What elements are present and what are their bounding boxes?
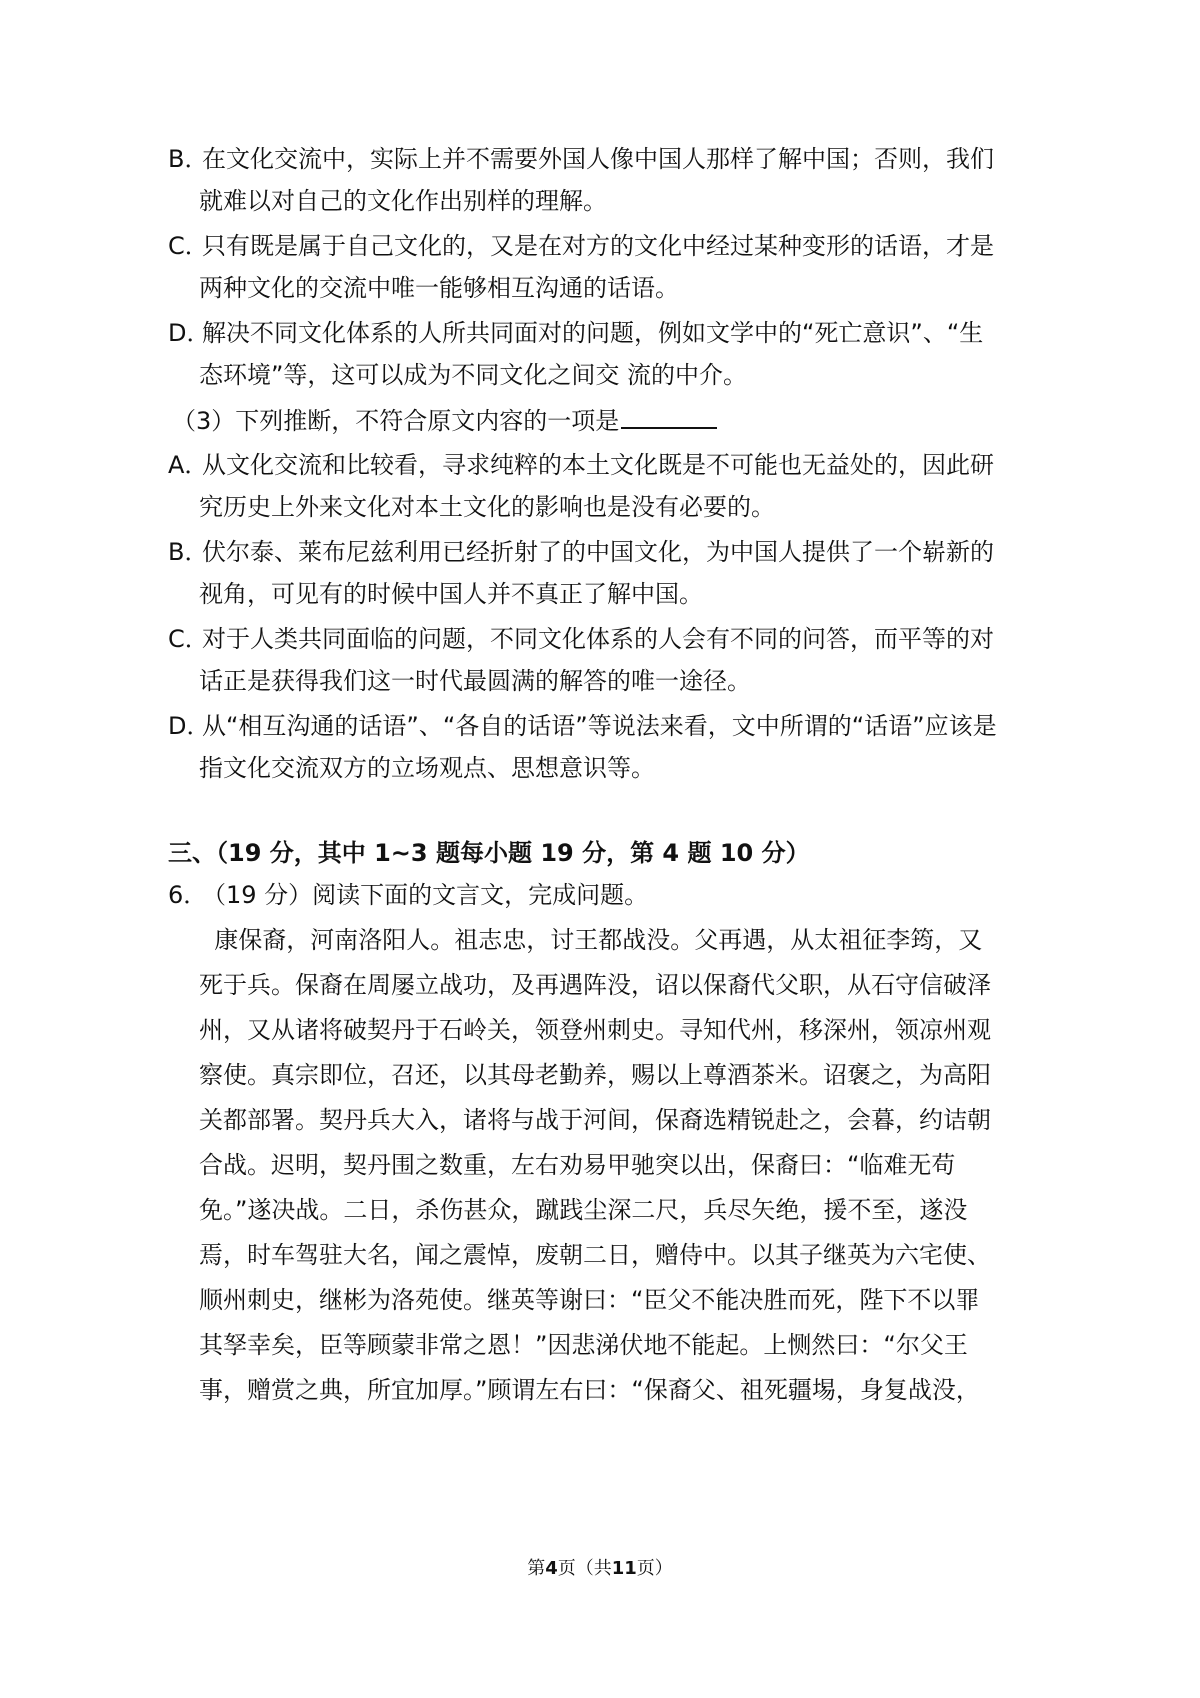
question-6-text: （19 分）阅读下面的文言文，完成问题。	[202, 881, 649, 909]
page-number: 4	[545, 1558, 558, 1579]
option-text: 解决不同文化体系的人所共同面对的问题，例如文学中的“死亡意识”、“生	[202, 319, 984, 347]
passage-line: 免。”遂决战。二日，杀伤甚众，蹴践尘深二尺，兵尽矢绝，援不至，遂没	[199, 1196, 968, 1224]
option-3b-line-2: 视角，可见有的时候中国人并不真正了解中国。	[199, 580, 703, 608]
option-label: B．	[168, 145, 209, 173]
option-3a-line-2: 究历史上外来文化对本土文化的影响也是没有必要的。	[199, 493, 775, 521]
footer-suffix: 页）	[636, 1558, 673, 1579]
option-2c-line-2: 两种文化的交流中唯一能够相互沟通的话语。	[199, 274, 679, 302]
footer-prefix: 第	[527, 1558, 546, 1579]
page-footer	[0, 1558, 1200, 1580]
option-3c-line-1	[168, 624, 994, 654]
passage-line: 康保裔，河南洛阳人。祖志忠，讨王都战没。父再遇，从太祖征李筠，又	[199, 926, 983, 954]
option-2d-line-1	[168, 318, 983, 348]
option-3c-line-2: 话正是获得我们这一时代最圆满的解答的唯一途径。	[199, 667, 751, 695]
option-text: 伏尔泰、莱布尼兹利用已经折射了的中国文化，为中国人提供了一个崭新的	[202, 538, 994, 566]
answer-blank[interactable]	[621, 405, 717, 429]
option-text: 从文化交流和比较看，寻求纯粹的本土文化既是不可能也无益处的，因此研	[202, 451, 994, 479]
passage-line: 死于兵。保裔在周屡立战功，及再遇阵没，诏以保裔代父职，从石守信破泽	[199, 971, 991, 999]
option-2b-line-2: 就难以对自己的文化作出别样的理解。	[199, 187, 607, 215]
option-label: B．	[168, 538, 209, 566]
passage-line: 察使。真宗即位，召还，以其母老勤养，赐以上尊酒茶米。诏褒之，为高阳	[199, 1061, 991, 1089]
page-total: 11	[611, 1558, 637, 1579]
passage-line: 州，又从诸将破契丹于石岭关，领登州刺史。寻知代州，移深州，领凉州观	[199, 1016, 991, 1044]
passage-line: 焉，时车驾驻大名，闻之震悼，废朝二日，赠侍中。以其子继英为六宅使、	[199, 1241, 991, 1269]
passage-line: 其孥幸矣，臣等顾蒙非常之恩！”因悲涕伏地不能起。上恻然曰：“尔父王	[199, 1331, 968, 1359]
option-3d-line-2: 指文化交流双方的立场观点、思想意识等。	[199, 754, 655, 782]
option-label: D．	[168, 319, 211, 347]
question-number: 6．	[168, 881, 208, 909]
option-text: 对于人类共同面临的问题，不同文化体系的人会有不同的问答，而平等的对	[202, 625, 994, 653]
passage-line: 顺州刺史，继彬为洛苑使。继英等谢曰：“臣父不能决胜而死，陛下不以罪	[199, 1286, 980, 1314]
option-3d-line-1	[168, 711, 997, 741]
option-label: A．	[168, 451, 209, 479]
option-label: D．	[168, 712, 211, 740]
option-label: C．	[168, 232, 209, 260]
option-label: C．	[168, 625, 209, 653]
passage-line: 事，赠赏之典，所宜加厚。”顾谓左右曰：“保裔父、祖死疆埸，身复战没，	[199, 1376, 980, 1404]
option-text: 从“相互沟通的话语”、“各自的话语”等说法来看，文中所谓的“话语”应该是	[202, 712, 997, 740]
option-text: 只有既是属于自己文化的，又是在对方的文化中经过某种变形的话语，才是	[202, 232, 994, 260]
option-3b-line-1	[168, 537, 994, 567]
option-2c-line-1	[168, 231, 994, 261]
footer-middle: 页（共	[557, 1558, 612, 1579]
passage-line: 合战。迟明，契丹围之数重，左右劝易甲驰突以出，保裔曰：“临难无苟	[199, 1151, 956, 1179]
passage-line: 关都部署。契丹兵大入，诸将与战于河间，保裔选精锐赴之，会暮，约诘朝	[199, 1106, 991, 1134]
option-2d-line-2: 态环境”等，这可以成为不同文化之间交 流的中介。	[199, 361, 748, 389]
question-3-stem	[172, 405, 717, 436]
section-heading: 三、（19 分，其中 1~3 题每小题 19 分，第 4 题 10 分）	[168, 839, 810, 867]
option-3a-line-1	[168, 450, 994, 480]
option-2b-line-1	[168, 144, 994, 174]
option-text: 在文化交流中，实际上并不需要外国人像中国人那样了解中国；否则，我们	[202, 145, 994, 173]
question-6-stem	[168, 880, 648, 910]
question-3-stem-text: （3）下列推断，不符合原文内容的一项是	[172, 407, 620, 435]
